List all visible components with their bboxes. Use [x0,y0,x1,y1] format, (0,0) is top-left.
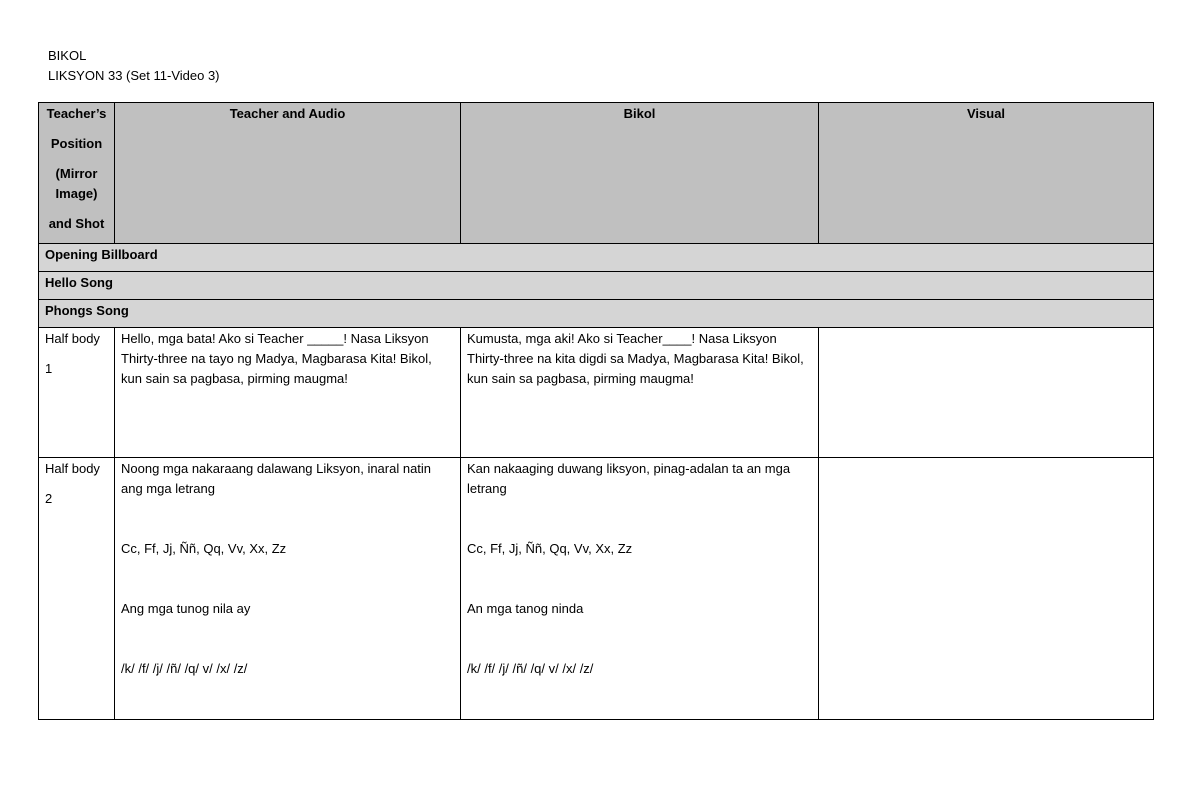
table-row [39,458,1154,720]
header-bikol: Bikol [461,103,819,244]
section-row-hello-song [39,272,1154,300]
teacher-audio-cell: Hello, mga bata! Ako si Teacher _____! Nasa Liksyon Thirty-three na tayo ng Madya, Magbarasa Kita! Bikol, kun sain sa pagbasa, pirming maugma! [115,328,461,458]
section-label: Opening Billboard [39,244,1154,272]
table-header-row [39,103,1154,244]
header-position-shot: Teacher’s Position (Mirror Image) and Shot [39,103,115,244]
bikol-cell: Kan nakaaging duwang liksyon, pinag-adalan ta an mga letrang Cc, Ff, Jj, Ññ, Qq, Vv, Xx, Zz An mga tanog ninda /k/ /f/ /j/ /ñ/ /q/ v/ /x/ /z/ [461,458,819,720]
section-row-phongs-song [39,300,1154,328]
visual-cell [819,328,1154,458]
language-title: BIKOL [48,48,87,63]
visual-cell [819,458,1154,720]
section-label: Hello Song [39,272,1154,300]
header-teacher-audio: Teacher and Audio [115,103,461,244]
table-row [39,328,1154,458]
teacher-audio-cell: Noong mga nakaraang dalawang Liksyon, inaral natin ang mga letrang Cc, Ff, Jj, Ññ, Qq, Vv, Xx, Zz Ang mga tunog nila ay /k/ /f/ /j/ /ñ/ /q/ v/ /x/ /z/ [115,458,461,720]
lesson-title: LIKSYON 33 (Set 11-Video 3) [48,68,220,83]
shot-cell: Half body 1 [39,328,115,458]
section-label: Phongs Song [39,300,1154,328]
document-header [48,46,220,86]
shot-cell: Half body 2 [39,458,115,720]
bikol-cell: Kumusta, mga aki! Ako si Teacher____! Nasa Liksyon Thirty-three na kita digdi sa Madya, Magbarasa Kita! Bikol, kun sain sa pagbasa, pirming maugma! [461,328,819,458]
section-row-opening-billboard [39,244,1154,272]
script-table [38,102,1154,720]
header-visual: Visual [819,103,1154,244]
